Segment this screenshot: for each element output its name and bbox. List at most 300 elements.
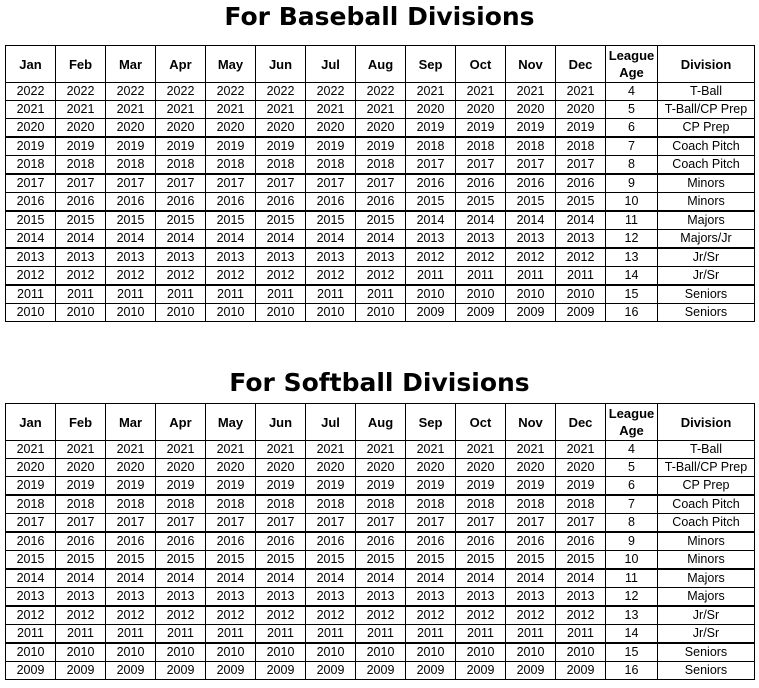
division-cell: Coach Pitch [658,156,755,175]
birth-year-cell: 2018 [506,137,556,156]
column-header: Jul [306,404,356,441]
division-cell: Jr/Sr [658,248,755,267]
birth-year-cell: 2015 [256,551,306,570]
birth-year-cell: 2013 [406,230,456,249]
birth-year-cell: 2012 [556,248,606,267]
birth-year-cell: 2009 [356,662,406,680]
column-header: Nov [506,404,556,441]
birth-year-cell: 2018 [256,495,306,514]
birth-year-cell: 2019 [156,477,206,496]
birth-year-cell: 2019 [406,119,456,138]
birth-year-cell: 2012 [306,606,356,625]
birth-year-cell: 2017 [206,174,256,193]
league-age-cell: 14 [606,267,658,286]
birth-year-cell: 2011 [6,625,56,644]
column-header: Apr [156,404,206,441]
birth-year-cell: 2017 [456,156,506,175]
birth-year-cell: 2014 [6,569,56,588]
column-header: Dec [556,404,606,441]
division-cell: T-Ball/CP Prep [658,459,755,477]
birth-year-cell: 2009 [506,662,556,680]
birth-year-cell: 2013 [506,588,556,607]
birth-year-cell: 2021 [256,441,306,459]
birth-year-cell: 2021 [556,83,606,101]
birth-year-cell: 2020 [206,119,256,138]
birth-year-cell: 2021 [356,441,406,459]
birth-year-cell: 2021 [156,101,206,119]
birth-year-cell: 2011 [456,625,506,644]
birth-year-cell: 2015 [356,551,406,570]
birth-year-cell: 2014 [406,569,456,588]
column-header: Mar [106,404,156,441]
birth-year-cell: 2016 [456,174,506,193]
birth-year-cell: 2021 [56,101,106,119]
birth-year-cell: 2014 [206,230,256,249]
birth-year-cell: 2011 [206,285,256,304]
birth-year-cell: 2010 [156,643,206,662]
birth-year-cell: 2020 [256,119,306,138]
birth-year-cell: 2014 [6,230,56,249]
birth-year-cell: 2020 [456,459,506,477]
birth-year-cell: 2019 [256,477,306,496]
birth-year-cell: 2012 [356,267,406,286]
birth-year-cell: 2017 [506,514,556,533]
birth-year-cell: 2021 [306,441,356,459]
birth-year-cell: 2014 [56,230,106,249]
birth-year-cell: 2020 [456,101,506,119]
table-row [6,441,755,459]
birth-year-cell: 2021 [406,441,456,459]
birth-year-cell: 2014 [356,230,406,249]
birth-year-cell: 2012 [406,606,456,625]
birth-year-cell: 2015 [456,551,506,570]
birth-year-cell: 2014 [106,230,156,249]
birth-year-cell: 2018 [156,495,206,514]
league-age-cell: 6 [606,477,658,496]
birth-year-cell: 2022 [56,83,106,101]
birth-year-cell: 2011 [556,267,606,286]
birth-year-cell: 2018 [356,156,406,175]
table-row [6,532,755,551]
birth-year-cell: 2018 [206,156,256,175]
birth-year-cell: 2012 [306,267,356,286]
birth-year-cell: 2013 [156,248,206,267]
birth-year-cell: 2010 [56,643,106,662]
birth-year-cell: 2016 [256,532,306,551]
column-header: Nov [506,46,556,83]
birth-year-cell: 2018 [256,156,306,175]
league-age-cell: 14 [606,625,658,644]
birth-year-cell: 2009 [456,304,506,322]
birth-year-cell: 2019 [206,477,256,496]
birth-year-cell: 2018 [506,495,556,514]
birth-year-cell: 2010 [6,643,56,662]
birth-year-cell: 2021 [206,441,256,459]
birth-year-cell: 2018 [406,137,456,156]
birth-year-cell: 2013 [506,230,556,249]
column-header: Sep [406,404,456,441]
birth-year-cell: 2009 [56,662,106,680]
birth-year-cell: 2017 [406,156,456,175]
birth-year-cell: 2009 [456,662,506,680]
league-age-cell: 13 [606,248,658,267]
baseball-title: For Baseball Divisions [224,2,535,31]
birth-year-cell: 2022 [306,83,356,101]
birth-year-cell: 2010 [456,285,506,304]
birth-year-cell: 2011 [356,285,406,304]
birth-year-cell: 2014 [406,211,456,230]
birth-year-cell: 2015 [256,211,306,230]
birth-year-cell: 2011 [406,625,456,644]
birth-year-cell: 2009 [6,662,56,680]
column-header: Division [658,46,755,83]
birth-year-cell: 2009 [106,662,156,680]
birth-year-cell: 2020 [106,459,156,477]
birth-year-cell: 2009 [556,304,606,322]
birth-year-cell: 2010 [206,643,256,662]
birth-year-cell: 2018 [456,495,506,514]
birth-year-cell: 2011 [306,285,356,304]
birth-year-cell: 2010 [106,643,156,662]
column-header: Division [658,404,755,441]
birth-year-cell: 2019 [306,477,356,496]
birth-year-cell: 2010 [556,643,606,662]
birth-year-cell: 2016 [356,532,406,551]
birth-year-cell: 2009 [406,662,456,680]
birth-year-cell: 2012 [206,267,256,286]
birth-year-cell: 2016 [556,532,606,551]
birth-year-cell: 2010 [206,304,256,322]
table-row [6,156,755,175]
birth-year-cell: 2019 [106,137,156,156]
birth-year-cell: 2010 [156,304,206,322]
birth-year-cell: 2011 [506,625,556,644]
birth-year-cell: 2015 [306,211,356,230]
birth-year-cell: 2014 [506,569,556,588]
birth-year-cell: 2021 [106,101,156,119]
birth-year-cell: 2019 [6,137,56,156]
table-row [6,304,755,322]
birth-year-cell: 2014 [156,569,206,588]
birth-year-cell: 2020 [556,459,606,477]
division-cell: Jr/Sr [658,606,755,625]
birth-year-cell: 2013 [256,588,306,607]
birth-year-cell: 2021 [506,441,556,459]
league-age-cell: 15 [606,285,658,304]
birth-year-cell: 2013 [556,588,606,607]
table-row [6,267,755,286]
birth-year-cell: 2014 [256,569,306,588]
birth-year-cell: 2018 [106,495,156,514]
table-row [6,662,755,680]
birth-year-cell: 2018 [6,156,56,175]
birth-year-cell: 2018 [406,495,456,514]
birth-year-cell: 2017 [6,514,56,533]
birth-year-cell: 2014 [556,211,606,230]
birth-year-cell: 2021 [356,101,406,119]
birth-year-cell: 2019 [156,137,206,156]
birth-year-cell: 2013 [406,588,456,607]
birth-year-cell: 2015 [6,551,56,570]
birth-year-cell: 2010 [406,643,456,662]
column-header: Jun [256,46,306,83]
birth-year-cell: 2012 [406,248,456,267]
birth-year-cell: 2020 [56,119,106,138]
birth-year-cell: 2013 [556,230,606,249]
birth-year-cell: 2020 [356,459,406,477]
birth-year-cell: 2009 [306,662,356,680]
division-cell: Jr/Sr [658,625,755,644]
birth-year-cell: 2016 [56,193,106,212]
league-age-cell: 5 [606,101,658,119]
birth-year-cell: 2017 [306,514,356,533]
birth-year-cell: 2009 [256,662,306,680]
birth-year-cell: 2010 [506,643,556,662]
table-row [6,285,755,304]
league-age-cell: 4 [606,441,658,459]
division-cell: T-Ball/CP Prep [658,101,755,119]
table-row [6,459,755,477]
birth-year-cell: 2017 [406,514,456,533]
birth-year-cell: 2012 [506,248,556,267]
column-header: Jan [6,404,56,441]
division-cell: Majors [658,569,755,588]
birth-year-cell: 2010 [106,304,156,322]
birth-year-cell: 2019 [56,477,106,496]
league-age-cell: 4 [606,83,658,101]
column-header: Feb [56,404,106,441]
birth-year-cell: 2010 [506,285,556,304]
birth-year-cell: 2019 [456,119,506,138]
birth-year-cell: 2019 [456,477,506,496]
division-cell: Majors [658,211,755,230]
birth-year-cell: 2021 [6,101,56,119]
league-age-cell: 13 [606,606,658,625]
division-cell: Minors [658,532,755,551]
birth-year-cell: 2015 [556,193,606,212]
birth-year-cell: 2011 [456,267,506,286]
birth-year-cell: 2010 [306,304,356,322]
column-header: Mar [106,46,156,83]
birth-year-cell: 2013 [456,588,506,607]
column-header: Jul [306,46,356,83]
birth-year-cell: 2009 [206,662,256,680]
birth-year-cell: 2015 [106,211,156,230]
birth-year-cell: 2016 [106,532,156,551]
birth-year-cell: 2019 [356,137,406,156]
birth-year-cell: 2012 [556,606,606,625]
birth-year-cell: 2019 [556,119,606,138]
table-row [6,101,755,119]
table-row [6,495,755,514]
birth-year-cell: 2018 [6,495,56,514]
table-row [6,230,755,249]
division-cell: Minors [658,174,755,193]
division-cell: Majors/Jr [658,230,755,249]
birth-year-cell: 2020 [356,119,406,138]
birth-year-cell: 2011 [256,285,306,304]
column-header: Sep [406,46,456,83]
column-header: Apr [156,46,206,83]
division-cell: CP Prep [658,477,755,496]
birth-year-cell: 2020 [156,119,206,138]
birth-year-cell: 2018 [206,495,256,514]
birth-year-cell: 2010 [6,304,56,322]
division-cell: CP Prep [658,119,755,138]
birth-year-cell: 2021 [556,441,606,459]
birth-year-cell: 2015 [206,211,256,230]
table-row [6,569,755,588]
birth-year-cell: 2011 [306,625,356,644]
birth-year-cell: 2014 [256,230,306,249]
birth-year-cell: 2014 [306,569,356,588]
birth-year-cell: 2019 [406,477,456,496]
birth-year-cell: 2021 [206,101,256,119]
birth-year-cell: 2011 [506,267,556,286]
birth-year-cell: 2021 [156,441,206,459]
table-row [6,551,755,570]
league-age-cell: 10 [606,551,658,570]
birth-year-cell: 2014 [156,230,206,249]
league-age-cell: 15 [606,643,658,662]
birth-year-cell: 2020 [156,459,206,477]
birth-year-cell: 2015 [406,551,456,570]
table-row [6,174,755,193]
birth-year-cell: 2018 [106,156,156,175]
division-cell: Seniors [658,662,755,680]
birth-year-cell: 2012 [6,606,56,625]
birth-year-cell: 2010 [306,643,356,662]
division-cell: Minors [658,551,755,570]
birth-year-cell: 2015 [356,211,406,230]
birth-year-cell: 2011 [556,625,606,644]
birth-year-cell: 2015 [506,551,556,570]
table-row [6,83,755,101]
birth-year-cell: 2014 [306,230,356,249]
birth-year-cell: 2015 [156,551,206,570]
birth-year-cell: 2009 [156,662,206,680]
birth-year-cell: 2013 [306,588,356,607]
header-row [6,404,755,441]
birth-year-cell: 2017 [6,174,56,193]
birth-year-cell: 2012 [456,606,506,625]
birth-year-cell: 2017 [356,514,406,533]
birth-year-cell: 2013 [206,248,256,267]
birth-year-cell: 2020 [306,119,356,138]
column-header: Jan [6,46,56,83]
birth-year-cell: 2013 [56,248,106,267]
birth-year-cell: 2013 [106,588,156,607]
league-age-cell: 7 [606,495,658,514]
birth-year-cell: 2022 [6,83,56,101]
birth-year-cell: 2016 [6,532,56,551]
birth-year-cell: 2021 [106,441,156,459]
birth-year-cell: 2012 [256,267,306,286]
birth-year-cell: 2015 [406,193,456,212]
division-cell: Majors [658,588,755,607]
birth-year-cell: 2019 [556,477,606,496]
birth-year-cell: 2015 [506,193,556,212]
birth-year-cell: 2016 [206,193,256,212]
birth-year-cell: 2017 [156,514,206,533]
column-header: Aug [356,46,406,83]
birth-year-cell: 2019 [256,137,306,156]
birth-year-cell: 2015 [6,211,56,230]
birth-year-cell: 2013 [256,248,306,267]
birth-year-cell: 2013 [6,588,56,607]
column-header: Feb [56,46,106,83]
birth-year-cell: 2013 [306,248,356,267]
birth-year-cell: 2011 [56,285,106,304]
birth-year-cell: 2014 [56,569,106,588]
birth-year-cell: 2021 [306,101,356,119]
birth-year-cell: 2016 [506,532,556,551]
birth-year-cell: 2019 [6,477,56,496]
birth-year-cell: 2011 [6,285,56,304]
birth-year-cell: 2012 [156,267,206,286]
birth-year-cell: 2012 [6,267,56,286]
birth-year-cell: 2022 [206,83,256,101]
header-row [6,46,755,83]
league-age-cell: 7 [606,137,658,156]
birth-year-cell: 2021 [6,441,56,459]
birth-year-cell: 2017 [506,156,556,175]
birth-year-cell: 2017 [256,174,306,193]
birth-year-cell: 2019 [206,137,256,156]
birth-year-cell: 2013 [356,248,406,267]
birth-year-cell: 2020 [556,101,606,119]
column-header: Aug [356,404,406,441]
birth-year-cell: 2012 [56,606,106,625]
birth-year-cell: 2017 [256,514,306,533]
table-row [6,514,755,533]
table-row [6,119,755,138]
birth-year-cell: 2016 [156,532,206,551]
birth-year-cell: 2019 [56,137,106,156]
birth-year-cell: 2018 [56,156,106,175]
birth-year-cell: 2020 [506,101,556,119]
birth-year-cell: 2011 [56,625,106,644]
birth-year-cell: 2014 [356,569,406,588]
birth-year-cell: 2020 [406,101,456,119]
birth-year-cell: 2009 [506,304,556,322]
birth-year-cell: 2012 [206,606,256,625]
birth-year-cell: 2010 [406,285,456,304]
birth-year-cell: 2016 [306,532,356,551]
birth-year-cell: 2020 [256,459,306,477]
birth-year-cell: 2018 [456,137,506,156]
birth-year-cell: 2010 [356,643,406,662]
birth-year-cell: 2014 [456,569,506,588]
birth-year-cell: 2021 [456,441,506,459]
birth-year-cell: 2015 [206,551,256,570]
league-age-cell: 12 [606,230,658,249]
division-cell: Seniors [658,285,755,304]
table-row [6,137,755,156]
column-header: May [206,46,256,83]
birth-year-cell: 2012 [456,248,506,267]
birth-year-cell: 2017 [556,156,606,175]
birth-year-cell: 2012 [256,606,306,625]
league-age-cell: 5 [606,459,658,477]
birth-year-cell: 2012 [106,606,156,625]
birth-year-cell: 2010 [256,643,306,662]
birth-year-cell: 2016 [156,193,206,212]
column-header: League Age [606,46,658,83]
birth-year-cell: 2019 [356,477,406,496]
birth-year-cell: 2014 [556,569,606,588]
birth-year-cell: 2017 [306,174,356,193]
